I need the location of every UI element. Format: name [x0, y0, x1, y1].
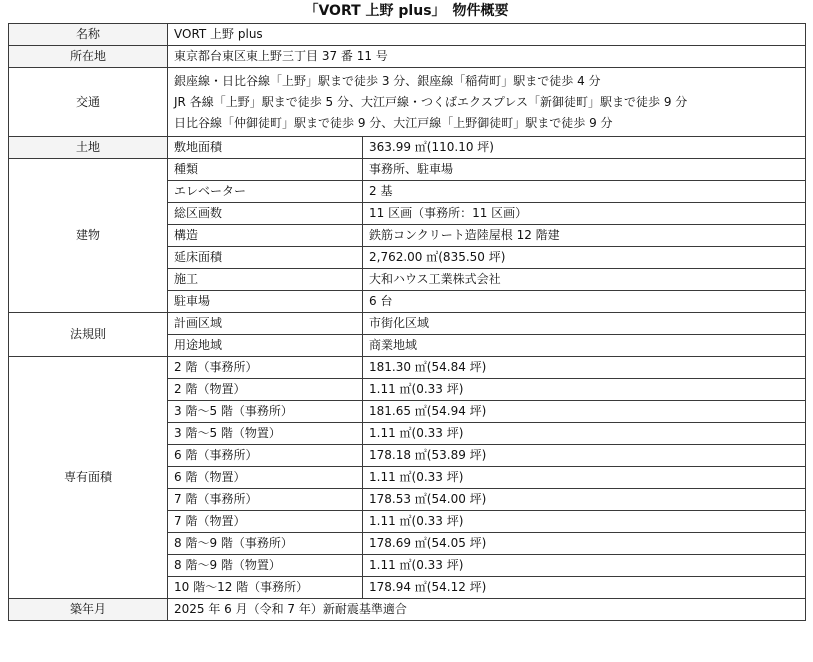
row-name [9, 24, 806, 46]
name-value: VORT 上野 plus [168, 24, 806, 46]
row-completion [9, 599, 806, 621]
access-line: 銀座線・日比谷線「上野」駅まで徒歩 3 分、銀座線「稲荷町」駅まで徒歩 4 分 [174, 73, 601, 88]
regulations-label: 法規則 [9, 313, 168, 357]
area-item-label: 3 階～5 階（事務所） [168, 401, 363, 423]
name-label: 名称 [9, 24, 168, 46]
completion-value: 2025 年 6 月（令和 7 年）新耐震基準適合 [168, 599, 806, 621]
area-item-label: 3 階～5 階（物置） [168, 423, 363, 445]
building-item-label: 種類 [168, 159, 363, 181]
row-address [9, 46, 806, 68]
area-item-value: 181.30 ㎡(54.84 坪) [363, 357, 806, 379]
area-item-label: 6 階（物置） [168, 467, 363, 489]
area-item-label: 8 階～9 階（事務所） [168, 533, 363, 555]
area-item-label: 6 階（事務所） [168, 445, 363, 467]
property-overview-table [8, 23, 806, 621]
access-value [168, 68, 806, 137]
address-label: 所在地 [9, 46, 168, 68]
building-item-value: 鉄筋コンクリート造陸屋根 12 階建 [363, 225, 806, 247]
building-item-value: 事務所、駐車場 [363, 159, 806, 181]
completion-label: 築年月 [9, 599, 168, 621]
access-label: 交通 [9, 68, 168, 137]
regulation-item-value: 市街化区域 [363, 313, 806, 335]
area-item-value: 1.11 ㎡(0.33 坪) [363, 555, 806, 577]
row-land [9, 137, 806, 159]
building-item-label: 施工 [168, 269, 363, 291]
area-item-label: 2 階（事務所） [168, 357, 363, 379]
regulation-item-value: 商業地域 [363, 335, 806, 357]
area-item-value: 178.18 ㎡(53.89 坪) [363, 445, 806, 467]
building-item-label: 構造 [168, 225, 363, 247]
building-item-value: 大和ハウス工業株式会社 [363, 269, 806, 291]
building-item-value: 2 基 [363, 181, 806, 203]
area-item-value: 1.11 ㎡(0.33 坪) [363, 423, 806, 445]
area-item-label: 2 階（物置） [168, 379, 363, 401]
building-item-label: エレベーター [168, 181, 363, 203]
area-item-label: 7 階（事務所） [168, 489, 363, 511]
access-line: 日比谷線「仲御徒町」駅まで徒歩 9 分、大江戸線「上野御徒町」駅まで徒歩 9 分 [174, 115, 613, 130]
building-item-label: 駐車場 [168, 291, 363, 313]
area-item-value: 1.11 ㎡(0.33 坪) [363, 467, 806, 489]
row-access [9, 68, 806, 137]
area-item-value: 1.11 ㎡(0.33 坪) [363, 511, 806, 533]
building-item-value: 6 台 [363, 291, 806, 313]
table-row [9, 313, 806, 335]
exclusive-area-label: 専有面積 [9, 357, 168, 599]
building-item-label: 総区画数 [168, 203, 363, 225]
area-item-value: 178.94 ㎡(54.12 坪) [363, 577, 806, 599]
table-row [9, 159, 806, 181]
area-item-value: 181.65 ㎡(54.94 坪) [363, 401, 806, 423]
area-item-label: 7 階（物置） [168, 511, 363, 533]
address-value: 東京都台東区東上野三丁目 37 番 11 号 [168, 46, 806, 68]
area-item-label: 8 階～9 階（物置） [168, 555, 363, 577]
building-item-value: 2,762.00 ㎡(835.50 坪) [363, 247, 806, 269]
building-item-value: 11 区画（事務所：11 区画） [363, 203, 806, 225]
building-label: 建物 [9, 159, 168, 313]
area-item-value: 1.11 ㎡(0.33 坪) [363, 379, 806, 401]
land-label: 土地 [9, 137, 168, 159]
area-item-value: 178.53 ㎡(54.00 坪) [363, 489, 806, 511]
regulation-item-label: 用途地域 [168, 335, 363, 357]
regulation-item-label: 計画区域 [168, 313, 363, 335]
building-item-label: 延床面積 [168, 247, 363, 269]
area-item-value: 178.69 ㎡(54.05 坪) [363, 533, 806, 555]
access-line: JR 各線「上野」駅まで徒歩 5 分、大江戸線・つくばエクスプレス「新御徒町」駅まで徒歩 9 分 [174, 94, 688, 109]
land-sub-label: 敷地面積 [168, 137, 363, 159]
table-row [9, 357, 806, 379]
area-item-label: 10 階～12 階（事務所） [168, 577, 363, 599]
page-title: 「VORT 上野 plus」 物件概要 [304, 3, 509, 19]
land-value: 363.99 ㎡(110.10 坪) [363, 137, 806, 159]
